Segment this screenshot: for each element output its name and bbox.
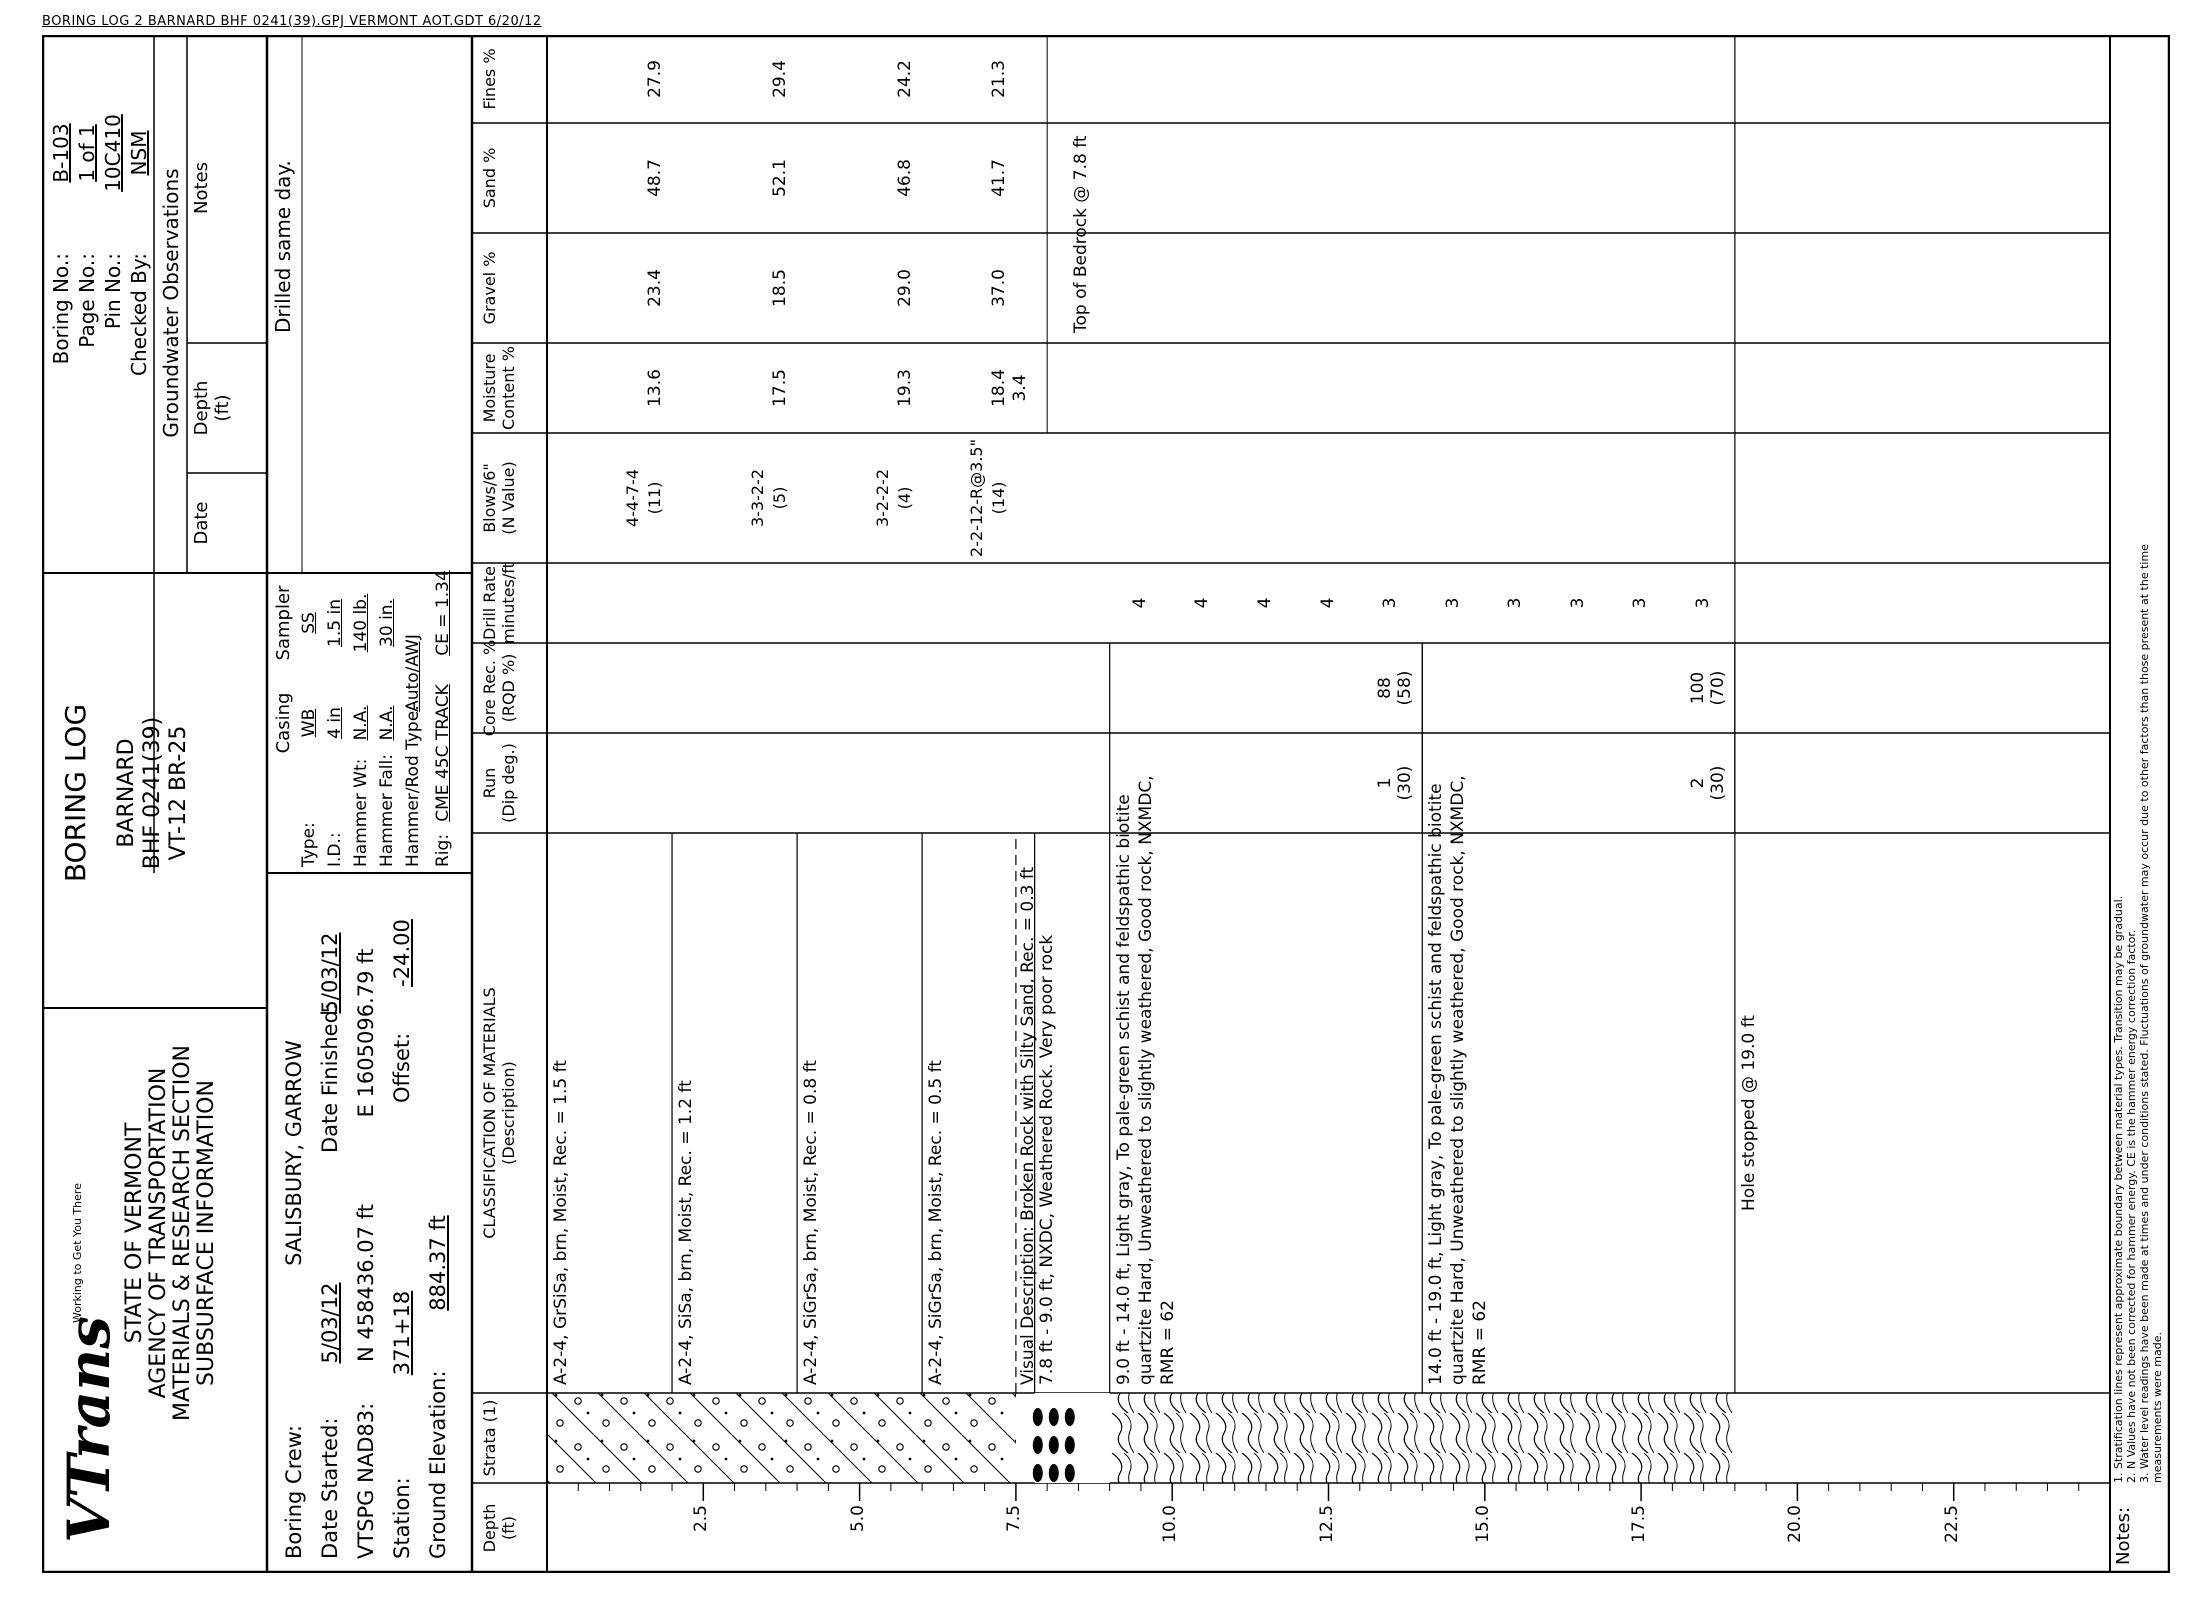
boring-info-label: Boring No.: [49, 253, 73, 365]
equipment-label: Type: [299, 822, 319, 867]
col-header-gravel: Gravel % [480, 251, 499, 325]
sampler-value: 1.5 in [325, 599, 345, 647]
sampler-value: 140 lb. [351, 593, 371, 653]
casing-value: N.A. [377, 705, 397, 741]
broken-rock-fragment [1033, 1464, 1043, 1482]
gravel-percent: 23.4 [645, 269, 666, 307]
sampler-header: Sampler [273, 585, 294, 661]
broken-rock-fragment [1065, 1436, 1075, 1454]
material-description: RMR = 62 [1470, 1300, 1491, 1385]
col-header-drill: Drill Rate minutes/ft [480, 562, 519, 644]
title: BORING LOG [59, 703, 92, 883]
agency-line-3: MATERIALS & RESEARCH SECTION [170, 1045, 195, 1421]
project-number: BHF 0241(39) [140, 716, 165, 870]
blow-counts: 3-2-2-2 [873, 468, 893, 528]
col-header-fines: Fines % [480, 48, 499, 110]
agency-line-1: STATE OF VERMONT [122, 1122, 147, 1344]
site-info-label: Station: [390, 1477, 414, 1559]
run-dip: (30) [1707, 765, 1728, 801]
core-recovery: 100 [1687, 671, 1708, 705]
offset: -24.00 [390, 919, 414, 987]
moisture-content: 18.4 [988, 369, 1009, 407]
rod-type-label: Hammer/Rod Type: [403, 705, 423, 867]
material-description: 7.8 ft - 9.0 ft, NXDC, Weathered Rock. Very poor rock [1036, 934, 1057, 1385]
blow-counts: 4-4-7-4 [623, 468, 643, 528]
broken-rock-fragment [1049, 1436, 1059, 1454]
gravel-percent: 37.0 [988, 269, 1009, 307]
drill-rate: 3 [1505, 597, 1526, 609]
broken-rock-fragment [1065, 1408, 1075, 1426]
col-header-depth: Depth (ft) [480, 1503, 519, 1553]
moisture-content: 3.4 [1009, 374, 1030, 402]
boring-info-value: 10C410 [101, 114, 125, 192]
rotated-log-sheet [42, 35, 2170, 1573]
file-header-line: BORING LOG 2 BARNARD BHF 0241(39).GPJ VERMONT AOT.GDT 6/20/12 [42, 14, 542, 29]
depth-tick-label: 7.5 [1003, 1505, 1024, 1533]
drill-rate: 4 [1192, 597, 1213, 609]
depth-tick-label: 15.0 [1472, 1505, 1493, 1543]
rig: CME 45C TRACK [433, 684, 453, 822]
rig-label: Rig: [433, 833, 453, 867]
station: 371+18 [390, 1290, 414, 1376]
run-number: 1 [1375, 777, 1396, 789]
drill-rate: 3 [1442, 597, 1463, 609]
material-description: quartzite Hard, Unweathered to slightly weathered, Good rock, NXMDC, [1448, 775, 1469, 1385]
date-finished-label: Date Finished: [318, 1003, 342, 1153]
equipment-label: Hammer Wt: [351, 758, 371, 867]
sand-percent: 52.1 [770, 159, 791, 197]
depth-tick-label: 22.5 [1941, 1505, 1962, 1543]
bridge-id: VT-12 BR-25 [166, 725, 191, 861]
offset-label: Offset: [390, 1032, 414, 1103]
sampler-value: SS [299, 612, 319, 634]
boring-info-label: Pin No.: [101, 253, 125, 330]
drill-rate: 3 [1567, 597, 1588, 609]
n-value: (11) [645, 481, 665, 515]
col-header-strata: Strata (1) [480, 1399, 499, 1477]
col-header-run: Run (Dip deg.) [480, 743, 519, 823]
depth-tick-label: 10.0 [1160, 1505, 1181, 1543]
sand-percent: 48.7 [645, 159, 666, 197]
boring-info-label: Checked By: [127, 253, 151, 377]
date-started: 5/03/12 [318, 1282, 342, 1364]
depth-tick-label: 12.5 [1316, 1505, 1337, 1543]
gw-depth-header: Depth (ft) [191, 380, 233, 436]
depth-tick-label: 5.0 [847, 1505, 868, 1533]
gravel-percent: 29.0 [895, 269, 916, 307]
blow-counts: 3-3-2-2 [748, 468, 768, 528]
bedrock-note: Top of Bedrock @ 7.8 ft [1071, 135, 1092, 333]
col-header-core: Core Rec. % (RQD %) [480, 639, 519, 737]
project-name: BARNARD [114, 738, 139, 848]
depth-tick-label: 17.5 [1629, 1505, 1650, 1543]
col-header-classification: CLASSIFICATION OF MATERIALS (Description) [480, 987, 519, 1239]
note-line: 1. Stratification lines represent approximate boundary between material types. Transition may be gradual. [2112, 895, 2125, 1483]
moisture-content: 13.6 [645, 369, 666, 407]
depth-tick-label: 20.0 [1785, 1505, 1806, 1543]
drill-rate: 3 [1692, 597, 1713, 609]
broken-rock-fragment [1033, 1408, 1043, 1426]
sand-percent: 41.7 [988, 159, 1009, 197]
broken-rock-fragment [1065, 1464, 1075, 1482]
equipment-label: Hammer Fall: [377, 754, 397, 867]
boring-info-value: 1 of 1 [75, 124, 99, 182]
sand-percent: 46.8 [895, 159, 916, 197]
fines-percent: 24.2 [895, 60, 916, 98]
col-header-sand: Sand % [480, 147, 499, 209]
col-header-blows: Blows/6" (N Value) [480, 461, 519, 535]
fines-percent: 27.9 [645, 60, 666, 98]
n-value: (4) [895, 486, 915, 510]
note-line: 2. N Values have not been corrected for hammer energy. CE is the hammer energy correction factor. [2125, 929, 2138, 1483]
groundwater-note: Drilled same day. [271, 160, 295, 333]
drill-rate: 4 [1317, 597, 1338, 609]
groundwater-title: Groundwater Observations [159, 168, 183, 438]
ground-elevation: 884.37 ft [426, 1215, 450, 1311]
note-line: measurements were made. [2151, 1332, 2164, 1483]
material-description: A-2-4, SiGrSa, brn, Moist, Rec. = 0.5 ft [926, 1060, 947, 1385]
material-description: quartzite Hard, Unweathered to slightly weathered, Good rock, NXMDC, [1135, 775, 1156, 1385]
site-info-label: Boring Crew: [282, 1425, 306, 1559]
casing-header: Casing [273, 692, 294, 754]
site-info-label: VTSPG NAD83: [354, 1402, 378, 1559]
date-finished: 5/03/12 [318, 932, 342, 1014]
run-dip: (30) [1395, 765, 1416, 801]
rqd: (58) [1395, 670, 1416, 706]
run-number: 2 [1687, 777, 1708, 789]
equipment-label: I.D.: [325, 832, 345, 867]
drill-rate: 4 [1129, 597, 1150, 609]
blow-counts: 2-2-12-R@3.5" [966, 439, 986, 557]
sampler-value: 30 in. [377, 599, 397, 647]
agency-line-2: AGENCY OF TRANSPORTATION [146, 1067, 171, 1399]
drill-rate: 4 [1254, 597, 1275, 609]
site-info-label: Date Started: [318, 1417, 342, 1559]
broken-rock-fragment [1033, 1436, 1043, 1454]
rqd: (70) [1707, 670, 1728, 706]
boring-info-label: Page No.: [75, 253, 99, 348]
n-value: (14) [988, 481, 1008, 515]
rod-type: Auto/AWJ [403, 634, 423, 712]
site-info-label: Ground Elevation: [426, 1370, 450, 1559]
n-value: (5) [770, 486, 790, 510]
casing-value: N.A. [351, 705, 371, 741]
boring-info-value: NSM [127, 130, 151, 176]
material-description: Visual Description: Broken Rock with Silty Sand, Rec. = 0.3 ft [1018, 866, 1039, 1385]
boring-info-value: B-103 [49, 123, 73, 183]
strata-schist [1110, 1393, 1735, 1483]
casing-value: WB [299, 708, 319, 738]
ce-factor: CE = 1.34 [433, 570, 453, 656]
material-description: Hole stopped @ 19.0 ft [1739, 1015, 1759, 1211]
moisture-content: 19.3 [895, 369, 916, 407]
logo-tagline: Working to Get You There [71, 1183, 84, 1323]
note-line: 3. Water level readings have been made at times and under conditions stated. Fluctuations of groundwater may occur due to other factors than those present at the time [2138, 544, 2151, 1483]
northing: N 458436.07 ft [354, 1204, 378, 1362]
material-description: 9.0 ft - 14.0 ft, Light gray, To pale-green schist and feldspathic biotite [1113, 794, 1134, 1385]
material-description: 14.0 ft - 19.0 ft, Light gray, To pale-green schist and feldspathic biotite [1426, 783, 1447, 1385]
col-header-moisture: Moisture Content % [480, 346, 519, 430]
material-description: RMR = 62 [1157, 1300, 1178, 1385]
drill-rate: 3 [1380, 597, 1401, 609]
material-description: A-2-4, SiSa, brn, Moist, Rec. = 1.2 ft [676, 1080, 697, 1385]
easting: E 1605096.79 ft [354, 948, 378, 1118]
depth-tick-label: 2.5 [691, 1505, 712, 1533]
gw-date-header: Date [191, 501, 212, 545]
agency-line-4: SUBSURFACE INFORMATION [194, 1080, 219, 1386]
core-recovery: 88 [1375, 677, 1396, 699]
gravel-percent: 18.5 [770, 269, 791, 307]
strata-soil [547, 1393, 1016, 1483]
material-description: A-2-4, SiGrSa, brn, Moist, Rec. = 0.8 ft [801, 1060, 822, 1385]
broken-rock-fragment [1049, 1408, 1059, 1426]
broken-rock-fragment [1049, 1464, 1059, 1482]
gw-notes-header: Notes [191, 162, 212, 214]
casing-value: 4 in [325, 707, 345, 739]
notes-label: Notes: [2113, 1506, 2134, 1565]
material-description: A-2-4, GrSiSa, brn, Moist, Rec. = 1.5 ft [551, 1060, 572, 1385]
moisture-content: 17.5 [770, 369, 791, 407]
vtrans-logo: VTrans [55, 1316, 123, 1543]
fines-percent: 21.3 [988, 60, 1009, 98]
boring-crew: SALISBURY, GARROW [282, 1040, 306, 1266]
drill-rate: 3 [1630, 597, 1651, 609]
fines-percent: 29.4 [770, 60, 791, 98]
